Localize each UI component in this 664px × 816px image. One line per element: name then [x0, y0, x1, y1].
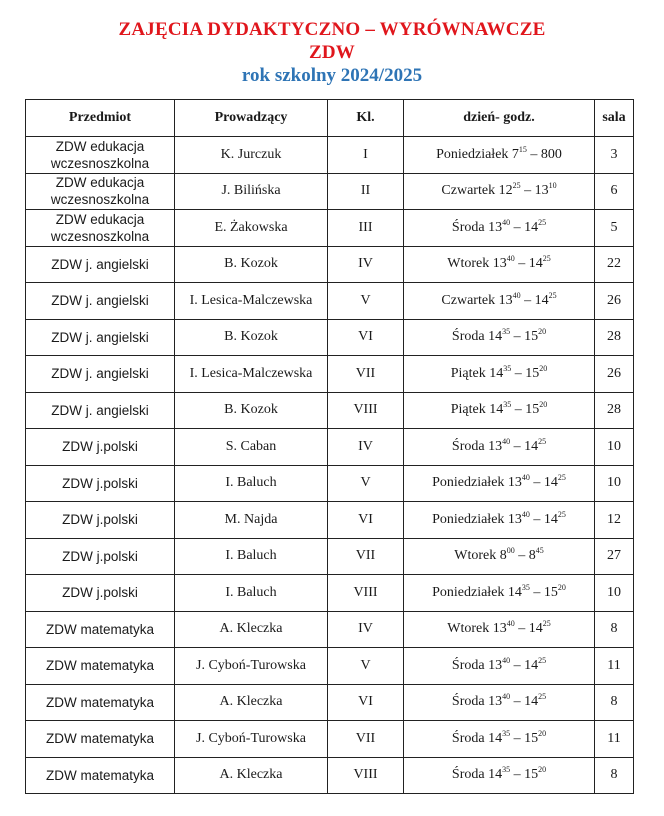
table-row — [26, 684, 634, 721]
subject-cell: ZDW edukacja wczesnoszkolna — [26, 173, 175, 210]
end-hour: 14 — [524, 694, 539, 710]
teacher-cell: J. Cyboń-Turowska — [175, 648, 328, 685]
document-header — [0, 18, 664, 88]
room-cell: 12 — [595, 502, 634, 539]
start-hour: 13 — [498, 292, 513, 308]
start-minute: 40 — [502, 692, 511, 702]
end-minute: 20 — [557, 582, 566, 592]
table-row — [26, 757, 634, 794]
day-time-cell — [404, 502, 595, 539]
table-row — [26, 246, 634, 283]
subject-cell: ZDW matematyka — [26, 757, 175, 794]
time-separator: – — [524, 292, 532, 308]
start-minute: 35 — [502, 765, 511, 775]
start-minute: 15 — [518, 144, 527, 154]
class-cell: VIII — [328, 575, 404, 612]
room-cell: 10 — [595, 429, 634, 466]
day-time-cell — [404, 611, 595, 648]
subject-cell: ZDW matematyka — [26, 684, 175, 721]
class-cell: VIII — [328, 392, 404, 429]
subject-cell: ZDW matematyka — [26, 611, 175, 648]
day-time-cell — [404, 575, 595, 612]
day-time-cell — [404, 429, 595, 466]
column-header-day-time: dzień- godz. — [404, 100, 595, 137]
day-label: Piątek — [450, 365, 486, 381]
time-separator: – — [524, 183, 532, 199]
day-label: Wtorek — [447, 621, 490, 637]
teacher-cell: I. Baluch — [175, 575, 328, 612]
start-minute: 40 — [521, 509, 530, 519]
class-cell: IV — [328, 611, 404, 648]
day-time-cell — [404, 684, 595, 721]
subject-cell: ZDW j.polski — [26, 575, 175, 612]
start-minute: 40 — [506, 254, 515, 264]
end-minute: 25 — [538, 436, 547, 446]
day-time-cell — [404, 319, 595, 356]
time-separator: – — [513, 730, 521, 746]
start-minute: 40 — [502, 655, 511, 665]
day-label: Piątek — [450, 402, 486, 418]
start-hour: 13 — [488, 694, 503, 710]
day-label: Środa — [451, 767, 485, 783]
day-time-cell — [404, 538, 595, 575]
table-row — [26, 173, 634, 210]
end-hour: 15 — [525, 365, 540, 381]
start-minute: 40 — [506, 619, 515, 629]
day-label: Czwartek — [441, 183, 496, 199]
end-minute: 25 — [557, 509, 566, 519]
day-time-cell — [404, 392, 595, 429]
end-hour: 14 — [528, 256, 543, 272]
time-separator: – — [513, 219, 521, 235]
column-header-subject: Przedmiot — [26, 100, 175, 137]
teacher-cell: I. Baluch — [175, 465, 328, 502]
table-row — [26, 137, 634, 174]
class-cell: V — [328, 283, 404, 320]
day-time-cell — [404, 173, 595, 210]
table-row — [26, 575, 634, 612]
subject-cell: ZDW j.polski — [26, 429, 175, 466]
day-label: Środa — [451, 657, 485, 673]
start-hour: 14 — [488, 329, 503, 345]
start-minute: 35 — [503, 363, 512, 373]
class-cell: I — [328, 137, 404, 174]
subject-cell: ZDW j. angielski — [26, 246, 175, 283]
time-separator: – — [533, 511, 541, 527]
day-time-cell — [404, 283, 595, 320]
class-cell: VII — [328, 538, 404, 575]
table-row — [26, 611, 634, 648]
start-hour: 13 — [507, 475, 522, 491]
teacher-cell: I. Lesica-Malczewska — [175, 283, 328, 320]
time-separator: – — [513, 767, 521, 783]
start-minute: 35 — [502, 327, 511, 337]
start-hour: 14 — [507, 584, 522, 600]
start-hour: 7 — [511, 146, 519, 162]
end-minute: 25 — [538, 217, 547, 227]
start-minute: 35 — [521, 582, 530, 592]
class-cell: V — [328, 465, 404, 502]
day-label: Środa — [451, 329, 485, 345]
teacher-cell: A. Kleczka — [175, 684, 328, 721]
schedule-table — [25, 99, 634, 794]
day-time-cell — [404, 757, 595, 794]
subject-cell: ZDW j. angielski — [26, 392, 175, 429]
day-time-cell — [404, 648, 595, 685]
time-separator: – — [518, 621, 526, 637]
start-hour: 14 — [489, 365, 504, 381]
table-row — [26, 356, 634, 393]
subject-cell: ZDW matematyka — [26, 721, 175, 758]
start-hour: 13 — [488, 438, 503, 454]
end-minute: 20 — [538, 327, 547, 337]
class-cell: III — [328, 210, 404, 247]
day-label: Poniedziałek — [432, 511, 505, 527]
end-minute: 25 — [557, 473, 566, 483]
class-cell: II — [328, 173, 404, 210]
day-label: Środa — [451, 730, 485, 746]
start-minute: 00 — [506, 546, 515, 556]
day-label: Środa — [451, 219, 485, 235]
time-separator: – — [518, 256, 526, 272]
teacher-cell: B. Kozok — [175, 319, 328, 356]
room-cell: 5 — [595, 210, 634, 247]
time-separator: – — [514, 365, 522, 381]
teacher-cell: A. Kleczka — [175, 757, 328, 794]
time-separator: – — [514, 402, 522, 418]
start-minute: 35 — [502, 728, 511, 738]
subject-cell: ZDW j. angielski — [26, 356, 175, 393]
start-minute: 40 — [502, 217, 511, 227]
time-separator: – — [530, 146, 538, 162]
time-separator: – — [513, 657, 521, 673]
end-hour: 15 — [524, 767, 539, 783]
end-minute: 10 — [548, 181, 557, 191]
column-header-room: sala — [595, 100, 634, 137]
room-cell: 26 — [595, 356, 634, 393]
start-hour: 13 — [492, 621, 507, 637]
end-minute: 25 — [542, 254, 551, 264]
room-cell: 22 — [595, 246, 634, 283]
start-hour: 12 — [498, 183, 513, 199]
teacher-cell: J. Bilińska — [175, 173, 328, 210]
class-cell: VII — [328, 721, 404, 758]
teacher-cell: S. Caban — [175, 429, 328, 466]
class-cell: VIII — [328, 757, 404, 794]
end-hour: 14 — [534, 292, 549, 308]
end-hour: 15 — [524, 730, 539, 746]
start-minute: 40 — [521, 473, 530, 483]
table-row — [26, 465, 634, 502]
room-cell: 11 — [595, 648, 634, 685]
room-cell: 27 — [595, 538, 634, 575]
end-minute: 25 — [548, 290, 557, 300]
time-separator: – — [513, 694, 521, 710]
end-minute: 20 — [538, 728, 547, 738]
table-row — [26, 502, 634, 539]
start-hour: 14 — [489, 402, 504, 418]
table-row — [26, 721, 634, 758]
start-hour: 13 — [488, 657, 503, 673]
end-hour: 15 — [543, 584, 558, 600]
class-cell: VI — [328, 684, 404, 721]
table-row — [26, 283, 634, 320]
room-cell: 8 — [595, 611, 634, 648]
room-cell: 28 — [595, 392, 634, 429]
end-minute: 25 — [538, 692, 547, 702]
table-row — [26, 429, 634, 466]
start-minute: 40 — [512, 290, 521, 300]
class-cell: V — [328, 648, 404, 685]
day-label: Środa — [451, 438, 485, 454]
end-hour: 15 — [524, 329, 539, 345]
time-separator: – — [533, 475, 541, 491]
day-label: Poniedziałek — [432, 475, 505, 491]
teacher-cell: K. Jurczuk — [175, 137, 328, 174]
end-hour: 14 — [543, 511, 558, 527]
end-hour: 8 — [528, 548, 536, 564]
day-time-cell — [404, 356, 595, 393]
day-label: Środa — [451, 694, 485, 710]
time-separator: – — [518, 548, 526, 564]
teacher-cell: B. Kozok — [175, 392, 328, 429]
teacher-cell: J. Cyboń-Turowska — [175, 721, 328, 758]
end-hour: 14 — [528, 621, 543, 637]
page-subtitle: ZDW — [309, 42, 355, 63]
table-row — [26, 210, 634, 247]
start-hour: 14 — [488, 767, 503, 783]
room-cell: 10 — [595, 575, 634, 612]
page-title: ZAJĘCIA DYDAKTYCZNO – WYRÓWNAWCZE — [118, 19, 546, 40]
start-minute: 35 — [503, 400, 512, 410]
subject-cell: ZDW j.polski — [26, 502, 175, 539]
time-separator: – — [513, 438, 521, 454]
end-hour: 14 — [524, 438, 539, 454]
teacher-cell: I. Lesica-Malczewska — [175, 356, 328, 393]
room-cell: 26 — [595, 283, 634, 320]
end-minute: 25 — [538, 655, 547, 665]
column-header-teacher: Prowadzący — [175, 100, 328, 137]
day-time-cell — [404, 210, 595, 247]
subject-cell: ZDW j. angielski — [26, 283, 175, 320]
subject-cell: ZDW j.polski — [26, 538, 175, 575]
day-label: Wtorek — [454, 548, 497, 564]
room-cell: 8 — [595, 757, 634, 794]
start-hour: 13 — [492, 256, 507, 272]
class-cell: VI — [328, 319, 404, 356]
end-minute: 25 — [542, 619, 551, 629]
school-year: rok szkolny 2024/2025 — [241, 65, 423, 86]
end-minute: 20 — [539, 363, 548, 373]
end-hour: 800 — [540, 146, 562, 162]
end-minute: 20 — [539, 400, 548, 410]
end-hour: 15 — [525, 402, 540, 418]
start-minute: 40 — [502, 436, 511, 446]
subject-cell: ZDW edukacja wczesnoszkolna — [26, 137, 175, 174]
day-label: Wtorek — [447, 256, 490, 272]
start-minute: 25 — [512, 181, 521, 191]
room-cell: 10 — [595, 465, 634, 502]
room-cell: 6 — [595, 173, 634, 210]
teacher-cell: B. Kozok — [175, 246, 328, 283]
class-cell: VII — [328, 356, 404, 393]
day-time-cell — [404, 137, 595, 174]
end-hour: 13 — [534, 183, 549, 199]
end-hour: 14 — [543, 475, 558, 491]
subject-cell: ZDW j. angielski — [26, 319, 175, 356]
end-minute: 45 — [535, 546, 544, 556]
table-row — [26, 392, 634, 429]
class-cell: IV — [328, 246, 404, 283]
end-hour: 14 — [524, 657, 539, 673]
subject-cell: ZDW j.polski — [26, 465, 175, 502]
start-hour: 14 — [488, 730, 503, 746]
end-minute: 20 — [538, 765, 547, 775]
start-hour: 13 — [507, 511, 522, 527]
start-hour: 8 — [499, 548, 507, 564]
time-separator: – — [533, 584, 541, 600]
start-hour: 13 — [488, 219, 503, 235]
room-cell: 11 — [595, 721, 634, 758]
day-label: Poniedziałek — [436, 146, 509, 162]
room-cell: 3 — [595, 137, 634, 174]
end-hour: 14 — [524, 219, 539, 235]
column-header-class: Kl. — [328, 100, 404, 137]
teacher-cell: I. Baluch — [175, 538, 328, 575]
table-row — [26, 319, 634, 356]
table-header-row — [26, 100, 634, 137]
day-time-cell — [404, 246, 595, 283]
teacher-cell: M. Najda — [175, 502, 328, 539]
table-body — [26, 137, 634, 794]
day-time-cell — [404, 465, 595, 502]
class-cell: IV — [328, 429, 404, 466]
time-separator: – — [513, 329, 521, 345]
room-cell: 28 — [595, 319, 634, 356]
teacher-cell: A. Kleczka — [175, 611, 328, 648]
table-row — [26, 538, 634, 575]
class-cell: VI — [328, 502, 404, 539]
day-label: Poniedziałek — [432, 584, 505, 600]
table-row — [26, 648, 634, 685]
day-label: Czwartek — [441, 292, 496, 308]
subject-cell: ZDW edukacja wczesnoszkolna — [26, 210, 175, 247]
room-cell: 8 — [595, 684, 634, 721]
teacher-cell: E. Żakowska — [175, 210, 328, 247]
subject-cell: ZDW matematyka — [26, 648, 175, 685]
day-time-cell — [404, 721, 595, 758]
